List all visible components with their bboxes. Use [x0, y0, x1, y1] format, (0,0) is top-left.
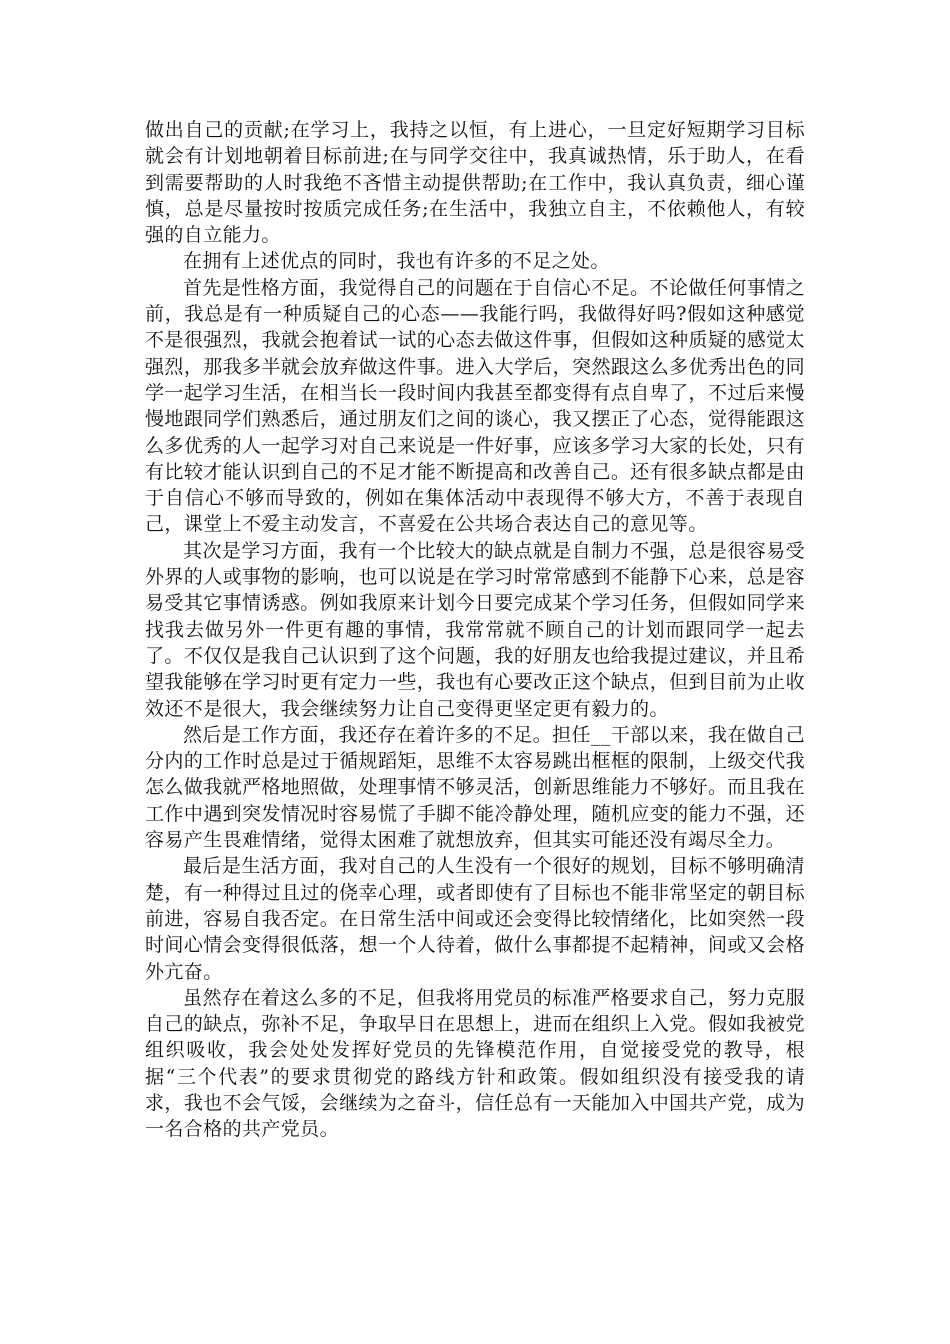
paragraph-study: 其次是学习方面，我有一个比较大的缺点就是自制力不强，总是很容易受外界的人或事物的影响，也可以说是在学习时常常感到不能静下心来，总是容易受其它事情诱惑。例如我原来计划今日要完成某个学习任务，但假如同学来找我去做另外一件更有趣的事情，我常常就不顾自己的计划而跟同学一起去了。不仅仅是我自己认识到了这个问题，我的好朋友也给我提过建议，并且希望我能够在学习时更有定力一些，我也有心要改正这个缺点，但到目前为止收效还不是很大，我会继续努力让自己变得更坚定更有毅力的。 — [145, 539, 805, 720]
paragraph-work: 然后是工作方面，我还存在着许多的不足。担任__干部以来，我在做自己分内的工作时总是过于循规蹈矩，思维不太容易跳出框框的限制，上级交代我怎么做我就严格地照做，处理事情不够灵活，创新思维能力不够好。而且我在工作中遇到突发情况时容易慌了手脚不能冷静处理，随机应变的能力不强，还容易产生畏难情绪，觉得太困难了就想放弃，但其实可能还没有竭尽全力。 — [145, 723, 805, 852]
paragraph-life: 最后是生活方面，我对自己的人生没有一个很好的规划，目标不够明确清楚，有一种得过且过的侥幸心理，或者即使有了目标也不能非常坚定的朝目标前进，容易自我否定。在日常生活中间或还会变得比较情绪化，比如突然一段时间心情会变得很低落，想一个人待着，做什么事都提不起精神，间或又会格外亢奋。 — [145, 855, 805, 983]
paragraph-transition: 在拥有上述优点的同时，我也有许多的不足之处。 — [183, 250, 610, 273]
paragraph-continuation: 做出自己的贡献;在学习上，我持之以恒，有上进心，一旦定好短期学习目标就会有计划地朝着目标前进;在与同学交往中，我真诚热情，乐于助人，在看到需要帮助的人时我绝不吝惜主动提供帮助;在工作中，我认真负责，细心谨慎，总是尽量按时按质完成任务;在生活中，我独立自主，不依赖他人，有较强的自立能力。 — [145, 119, 805, 247]
paragraph-personality: 首先是性格方面，我觉得自己的问题在于自信心不足。不论做任何事情之前，我总是有一种质疑自己的心态——我能行吗，我做得好吗?假如这种感觉不是很强烈，我就会抱着试一试的心态去做这件事，但假如这种质疑的感觉太强烈，那我多半就会放弃做这件事。进入大学后，突然跟这么多优秀出色的同学一起学习生活，在相当长一段时间内我甚至都变得有点自卑了，不过后来慢慢地跟同学们熟悉后，通过朋友们之间的谈心，我又摆正了心态，觉得能跟这么多优秀的人一起学习对自己来说是一件好事，应该多学习大家的长处，只有有比较才能认识到自己的不足才能不断提高和改善自己。还有很多缺点都是由于自信心不够而导致的，例如在集体活动中表现得不够大方，不善于表现自己，课堂上不爱主动发言，不喜爱在公共场合表达自己的意见等。 — [145, 276, 805, 536]
document-page — [145, 117, 805, 1143]
paragraph-conclusion: 虽然存在着这么多的不足，但我将用党员的标准严格要求自己，努力克服自己的缺点，弥补不足，争取早日在思想上，进而在组织上入党。假如我被党组织吸收，我会处处发挥好党员的先锋模范作用，自觉接受党的教导，根据“三个代表”的要求贯彻党的路线方针和政策。假如组织没有接受我的请求，我也不会气馁，会继续为之奋斗，信任总有一天能加入中国共产党，成为一名合格的共产党员。 — [145, 986, 805, 1141]
